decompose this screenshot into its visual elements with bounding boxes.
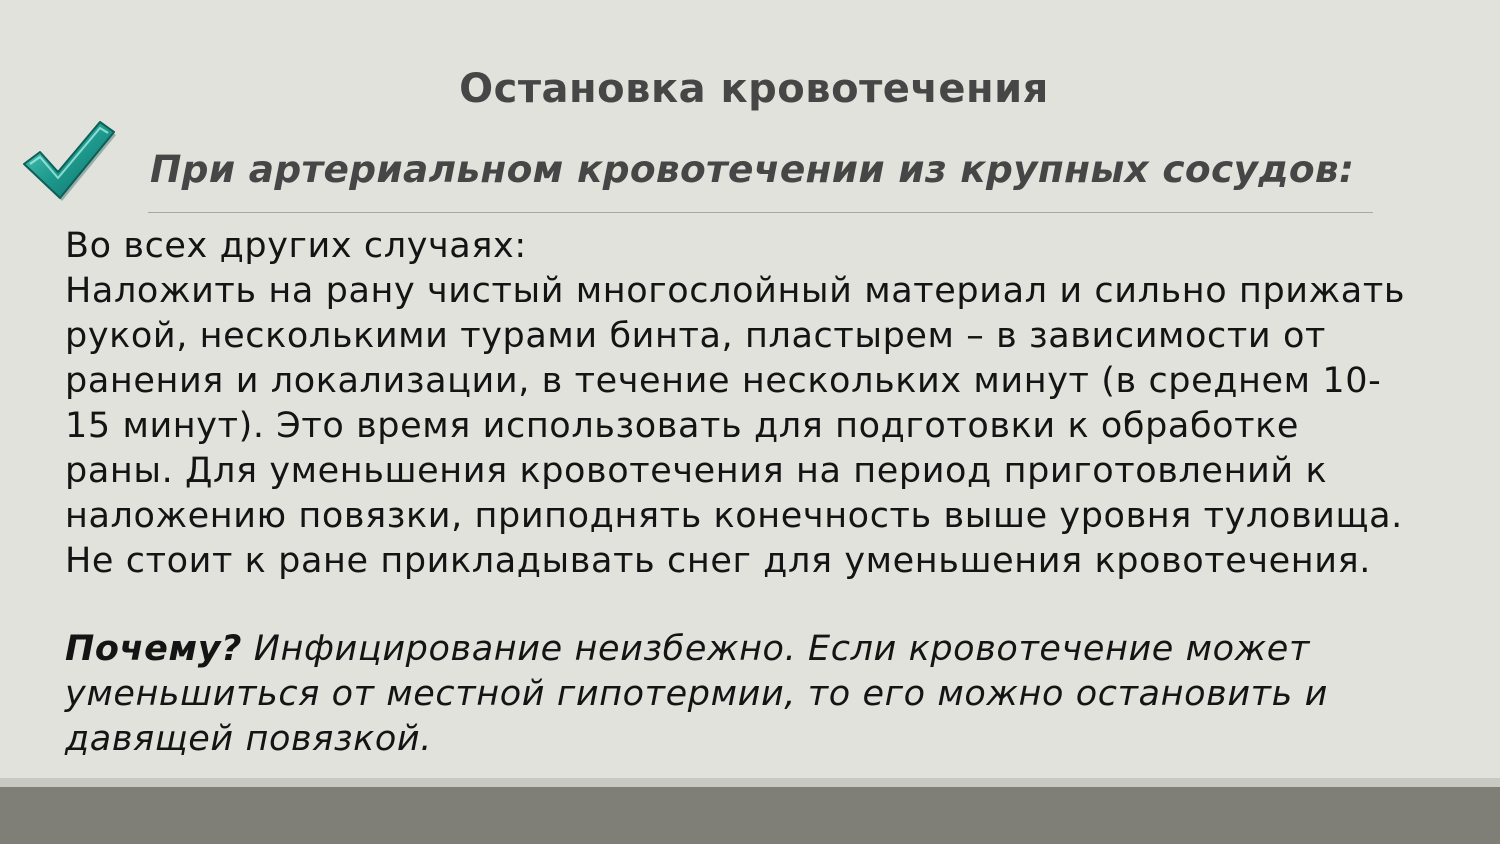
body-line: 15 минут). Это время использовать для подготовки к обработке xyxy=(65,406,1300,446)
body-text xyxy=(65,224,1485,584)
why-line xyxy=(65,627,1485,672)
body-line: наложению повязки, приподнять конечность выше уровня туловища. xyxy=(65,496,1403,536)
footer-bar xyxy=(0,787,1500,844)
footer-accent-strip xyxy=(0,778,1500,787)
why-line: уменьшиться от местной гипотермии, то его можно остановить и xyxy=(65,674,1328,714)
checkmark-icon xyxy=(20,118,116,204)
body-line: Во всех других случаях: xyxy=(65,226,527,266)
why-explanation: Инфицирование неизбежно. Если кровотечение может xyxy=(242,629,1310,669)
subtitle-divider xyxy=(148,212,1373,213)
body-line: ранения и локализации, в течение нескольких минут (в среднем 10- xyxy=(65,361,1382,401)
body-line: Не стоит к ране прикладывать снег для уменьшения кровотечения. xyxy=(65,541,1372,581)
slide-subtitle: При артериальном кровотечении из крупных сосудов: xyxy=(150,147,1355,191)
body-line: рукой, несколькими турами бинта, пластырем – в зависимости от xyxy=(65,316,1326,356)
body-line: Наложить на рану чистый многослойный материал и сильно прижать xyxy=(65,271,1406,311)
slide-title: Остановка кровотечения xyxy=(459,66,1049,112)
why-line: давящей повязкой. xyxy=(65,719,432,759)
why-paragraph xyxy=(65,627,1485,762)
why-label: Почему? xyxy=(65,629,243,669)
body-line: раны. Для уменьшения кровотечения на период приготовлений к xyxy=(65,451,1328,491)
